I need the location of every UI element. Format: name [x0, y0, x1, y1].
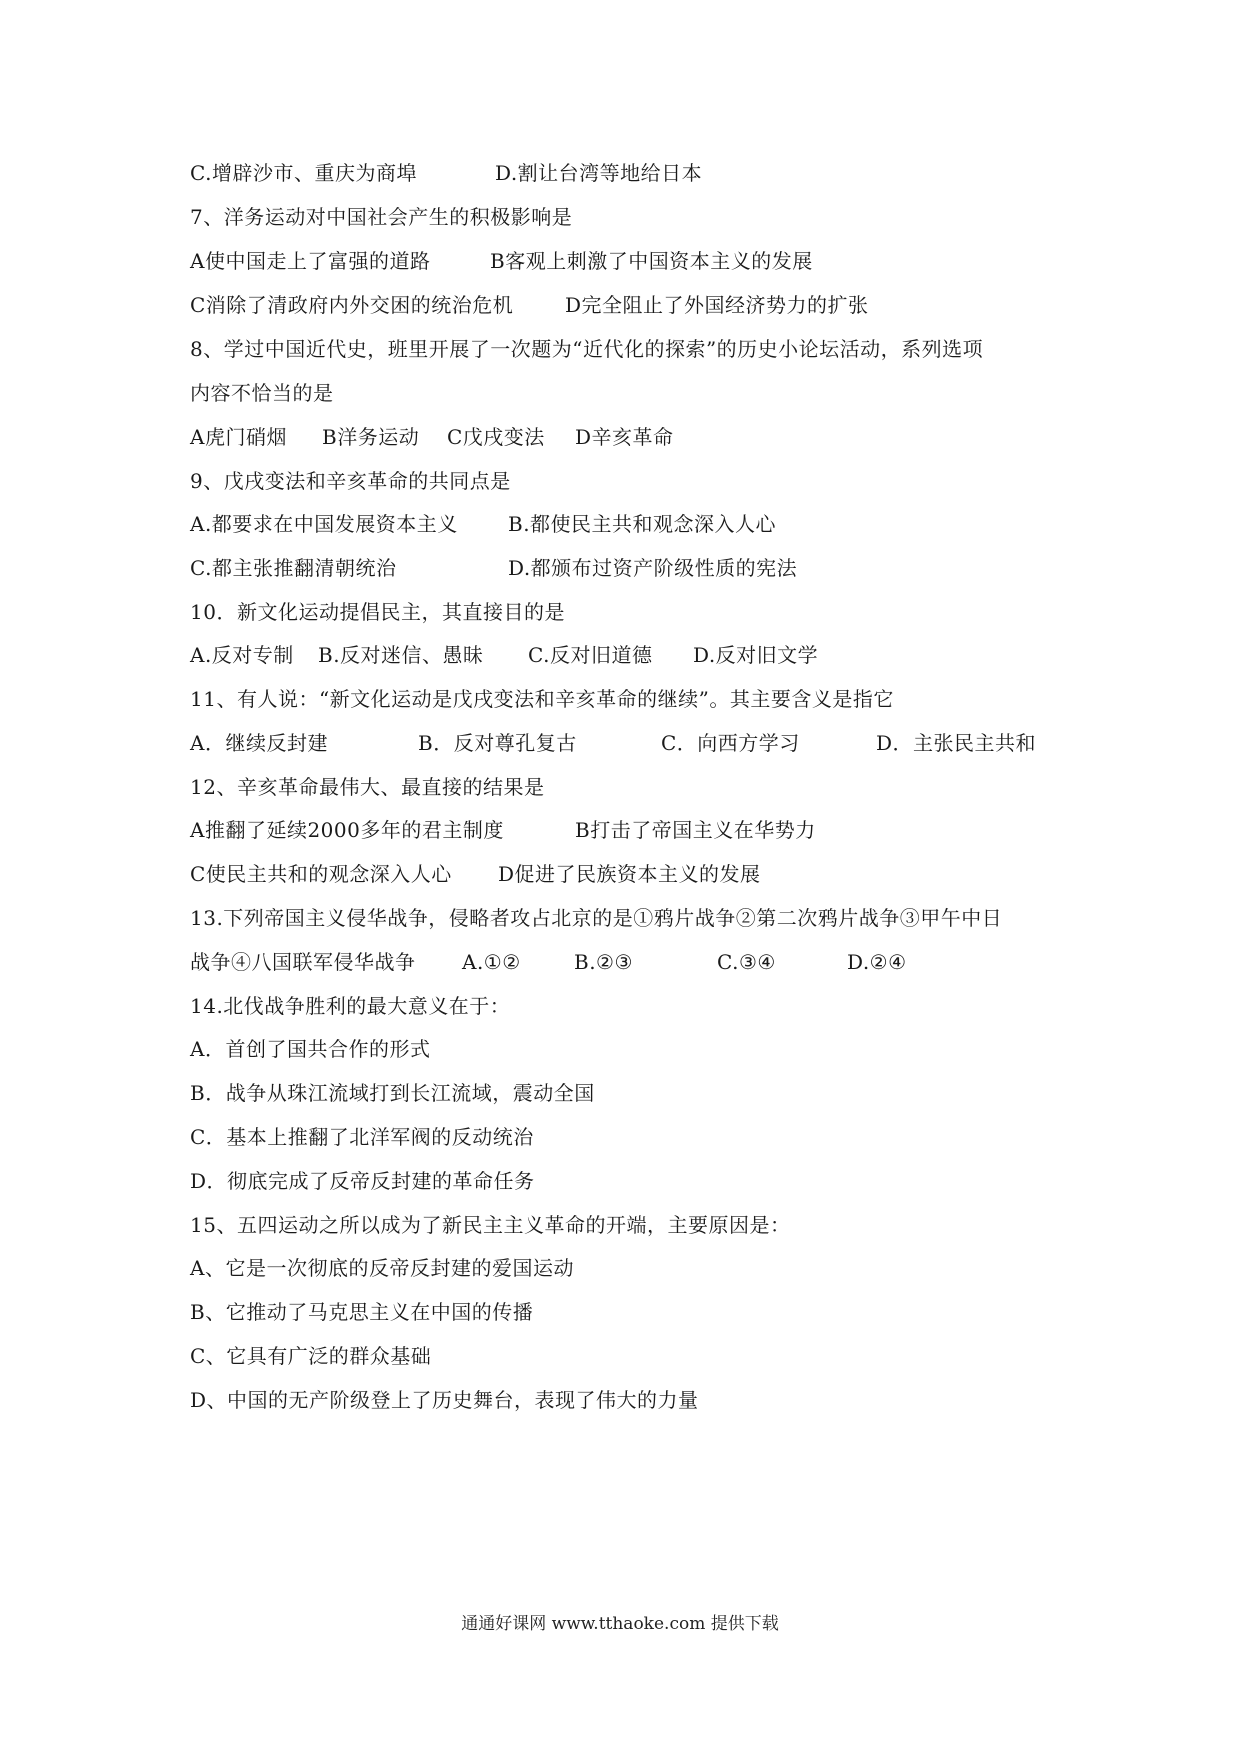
option-b: B.反对迷信、愚昧	[318, 643, 484, 667]
question-11: 11、有人说：“新文化运动是戊戌变法和辛亥革命的继续”。其主要含义是指它	[190, 687, 894, 711]
option-c: C．基本上推翻了北洋军阀的反动统治	[190, 1125, 534, 1149]
answer-options-line	[190, 423, 674, 451]
option-a: A.反对专制	[190, 643, 294, 667]
option-d: D完全阻止了外国经济势力的扩张	[565, 293, 869, 317]
option-d: D.都颁布过资产阶级性质的宪法	[508, 556, 798, 580]
answer-options-line	[190, 291, 869, 319]
question-15: 15、五四运动之所以成为了新民主主义革命的开端，主要原因是：	[190, 1213, 791, 1237]
option-a: A虎门硝烟	[190, 425, 287, 449]
option-c: C.③④	[717, 950, 776, 974]
option-d: D.反对旧文学	[693, 643, 819, 667]
option-d: D．彻底完成了反帝反封建的革命任务	[190, 1169, 535, 1193]
option-d: D、中国的无产阶级登上了历史舞台，表现了伟大的力量	[190, 1388, 699, 1412]
option-d: D.②④	[847, 950, 907, 974]
option-a: A．继续反封建	[190, 731, 328, 755]
option-d: D辛亥革命	[575, 425, 674, 449]
option-b: B．反对尊孔复古	[418, 731, 577, 755]
option-d: D.割让台湾等地给日本	[495, 161, 703, 185]
option-c: C.反对旧道德	[528, 643, 653, 667]
option-b: B.都使民主共和观念深入人心	[508, 512, 777, 536]
question-8-continued: 内容不恰当的是	[190, 381, 334, 405]
question-10: 10．新文化运动提倡民主，其直接目的是	[190, 600, 565, 624]
option-b: B．战争从珠江流域打到长江流域，震动全国	[190, 1081, 595, 1105]
answer-options-line	[190, 641, 818, 669]
question-13-tail: 战争④八国联军侵华战争	[190, 950, 416, 974]
answer-options-line	[190, 729, 1036, 757]
question-9: 9、戊戌变法和辛亥革命的共同点是	[190, 469, 511, 493]
option-b: B打击了帝国主义在华势力	[575, 818, 816, 842]
option-d: D促进了民族资本主义的发展	[498, 862, 761, 886]
question-12: 12、辛亥革命最伟大、最直接的结果是	[190, 775, 545, 799]
answer-options-line	[190, 247, 813, 275]
question-13-continued	[190, 948, 907, 976]
option-a: A推翻了延续2000多年的君主制度	[190, 818, 504, 842]
answer-options-line	[190, 554, 797, 582]
option-a: A、它是一次彻底的反帝反封建的爱国运动	[190, 1256, 574, 1280]
option-b: B客观上刺激了中国资本主义的发展	[490, 249, 813, 273]
answer-options-line	[190, 510, 776, 538]
option-a: A使中国走上了富强的道路	[190, 249, 431, 273]
option-d: D．主张民主共和	[876, 731, 1037, 755]
option-a: A.都要求在中国发展资本主义	[190, 512, 458, 536]
option-c: C、它具有广泛的群众基础	[190, 1344, 432, 1368]
option-a: A．首创了国共合作的形式	[190, 1037, 431, 1061]
option-c: C消除了清政府内外交困的统治危机	[190, 293, 514, 317]
page-footer: 通通好课网 www.tthaoke.com 提供下载	[461, 1614, 779, 1634]
question-13: 13.下列帝国主义侵华战争，侵略者攻占北京的是①鸦片战争②第二次鸦片战争③甲午中日	[190, 906, 1003, 930]
answer-options-line	[190, 159, 702, 187]
question-7: 7、洋务运动对中国社会产生的积极影响是	[190, 205, 573, 229]
question-8: 8、学过中国近代史，班里开展了一次题为“近代化的探索”的历史小论坛活动，系列选项	[190, 337, 984, 361]
option-c: C.都主张推翻清朝统治	[190, 556, 397, 580]
answer-options-line	[190, 860, 761, 888]
option-b: B.②③	[574, 950, 633, 974]
answer-options-line	[190, 816, 816, 844]
option-c: C使民主共和的观念深入人心	[190, 862, 452, 886]
question-14: 14.北伐战争胜利的最大意义在于：	[190, 994, 511, 1018]
option-c: C．向西方学习	[661, 731, 800, 755]
option-a: A.①②	[462, 950, 521, 974]
option-c: C.增辟沙市、重庆为商埠	[190, 161, 417, 185]
option-b: B、它推动了马克思主义在中国的传播	[190, 1300, 534, 1324]
option-b: B洋务运动	[322, 425, 420, 449]
option-c: C戊戌变法	[447, 425, 545, 449]
